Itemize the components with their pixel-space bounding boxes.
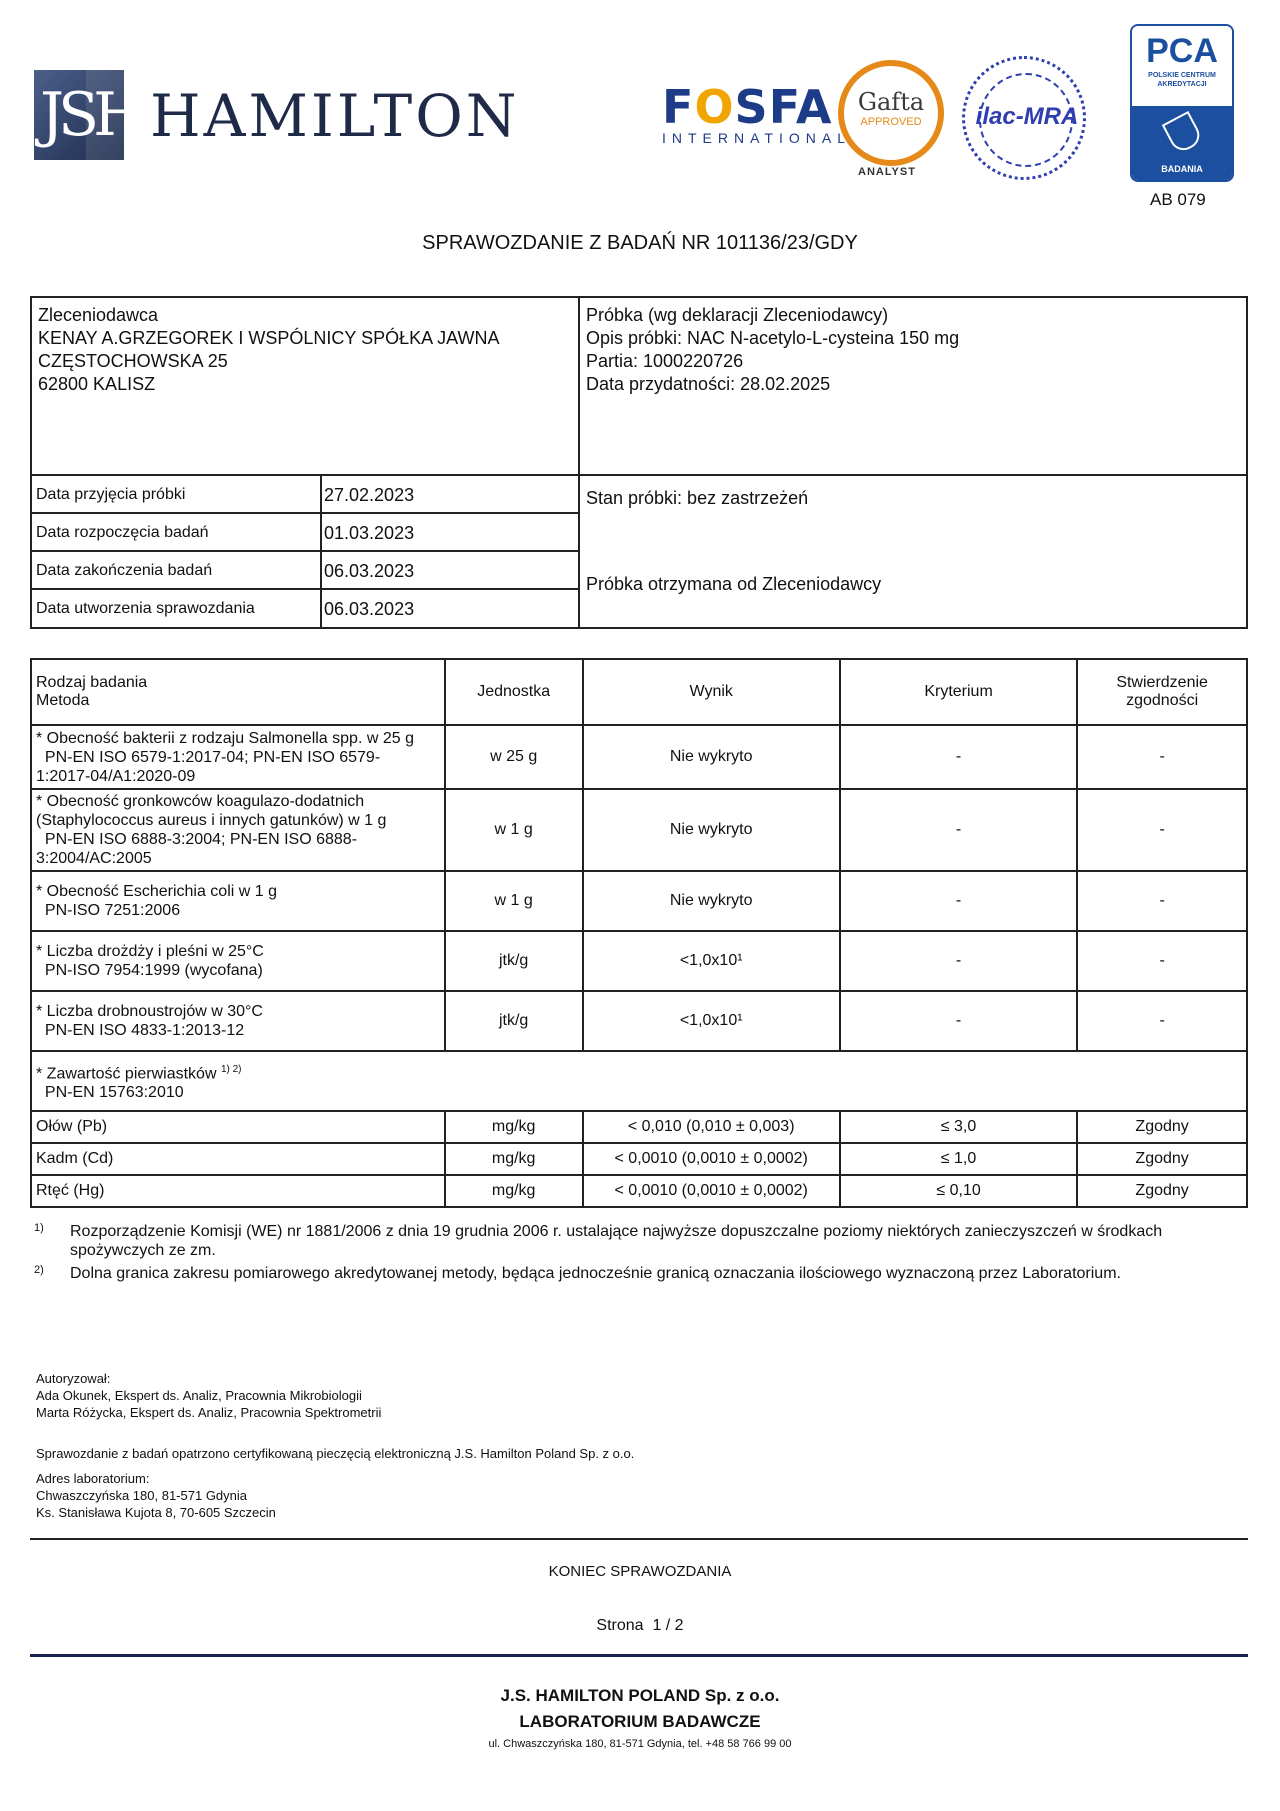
footer-lab: LABORATORIUM BADAWCZE [519, 1712, 761, 1731]
footnote-text: Dolna granica zakresu pomiarowego akredytowanej metody, będąca jednocześnie granicą oznaczania ilościowego wyznaczoną przez Laboratorium. [70, 1265, 1121, 1282]
table-row [31, 1111, 1247, 1143]
brand-name: HAMILTON [150, 82, 520, 150]
elements-group-method: PN-EN 15763:2010 [36, 1084, 184, 1102]
test-conformity: - [1077, 789, 1247, 871]
footnote-number: 1) [34, 1222, 44, 1234]
authorization-person: Ada Okunek, Ekspert ds. Analiz, Pracownia Mikrobiologii [36, 1388, 362, 1403]
report-title: SPRAWOZDANIE Z BADAŃ NR 101136/23/GDY [422, 232, 858, 254]
header-criterion: Kryterium [840, 659, 1077, 725]
test-result: Nie wykryto [583, 789, 840, 871]
element-unit: mg/kg [445, 1143, 583, 1175]
test-name-line: (Staphylococcus aureus i innych gatunków) w 1 g [36, 812, 387, 829]
header-result: Wynik [583, 659, 840, 725]
lab-address-line: Ks. Stanisława Kujota 8, 70-605 Szczecin [36, 1505, 276, 1520]
header-test-line1: Rodzaj badania [36, 674, 148, 691]
date-label: Data przyjęcia próbki [36, 486, 186, 503]
gafta-analyst-text: ANALYST [858, 166, 916, 178]
pca-logo-small-1: POLSKIE CENTRUM [1148, 72, 1216, 79]
date-row [32, 552, 578, 590]
client-street: CZĘSTOCHOWSKA 25 [38, 351, 228, 371]
test-name-line: PN-ISO 7954:1999 (wycofana) [36, 962, 263, 979]
test-name-line: * Obecność Escherichia coli w 1 g [36, 883, 277, 900]
element-criterion: ≤ 0,10 [840, 1175, 1077, 1207]
sample-received-from: Próbka otrzymana od Zleceniodawcy [586, 574, 882, 594]
test-name-line: * Liczba drożdży i pleśni w 25°C [36, 943, 264, 960]
test-result: Nie wykryto [583, 871, 840, 931]
date-label: Data zakończenia badań [36, 562, 213, 579]
jsh-logo-icon: JSH [34, 70, 124, 160]
test-unit: w 1 g [445, 871, 583, 931]
table-row [31, 931, 1247, 991]
test-name-line: * Liczba drobnoustrojów w 30°C [36, 1003, 263, 1020]
elements-group [31, 1051, 1247, 1111]
date-label: Data rozpoczęcia badań [36, 524, 209, 541]
date-label: Data utworzenia sprawozdania [36, 600, 255, 617]
accreditation-number: AB 079 [1150, 190, 1206, 209]
test-result: Nie wykryto [583, 725, 840, 789]
date-value: 01.03.2023 [324, 523, 415, 543]
client-label: Zleceniodawca [38, 305, 159, 325]
test-name-line: * Obecność gronkowców koagulazo-dodatnich [36, 793, 365, 810]
footnote [30, 1222, 1248, 1260]
footnote [30, 1264, 1248, 1283]
test-conformity: - [1077, 725, 1247, 789]
info-box [30, 296, 1248, 629]
element-name: Ołów (Pb) [31, 1111, 445, 1143]
pca-badania-text: BADANIA [1161, 164, 1203, 174]
sample-batch: Partia: 1000220726 [586, 351, 744, 371]
date-value: 27.02.2023 [324, 485, 415, 505]
table-header-row [31, 659, 1247, 725]
footnote-text: Rozporządzenie Komisji (WE) nr 1881/2006 z dnia 19 grudnia 2006 r. ustalające najwyższe dopuszczalne poziomy niektórych zanieczyszczeń w środkach spożywczych ze zm. [70, 1223, 1163, 1259]
test-conformity: - [1077, 931, 1247, 991]
test-criterion: - [840, 931, 1077, 991]
test-name-line: PN-EN ISO 4833-1:2013-12 [36, 1022, 245, 1039]
element-result: < 0,0010 (0,0010 ± 0,0002) [583, 1143, 840, 1175]
gafta-logo [838, 60, 944, 166]
gafta-approved-text: APPROVED [860, 116, 922, 128]
test-name-line: 1:2017-04/A1:2020-09 [36, 767, 196, 785]
element-name: Kadm (Cd) [31, 1143, 445, 1175]
test-name [31, 991, 445, 1051]
test-name-line: * Obecność bakterii z rodzaju Salmonella spp. w 25 g [36, 729, 414, 747]
footnote-number: 2) [34, 1264, 44, 1276]
date-row [32, 476, 578, 514]
pca-logo-text: PCA [1146, 32, 1218, 70]
test-criterion: - [840, 725, 1077, 789]
authorization-person: Marta Różycka, Ekspert ds. Analiz, Pracownia Spektrometrii [36, 1405, 382, 1420]
elements-group-title-line [36, 1060, 1242, 1083]
header-conformity [1077, 659, 1247, 725]
test-result: <1,0x10¹ [583, 991, 840, 1051]
header-conformity-line2: zgodności [1126, 692, 1199, 709]
test-conformity: - [1077, 991, 1247, 1051]
test-name [31, 725, 445, 789]
ilac-mra-text: ilac-MRA [975, 103, 1079, 130]
test-conformity: - [1077, 871, 1247, 931]
test-name-line: 3:2004/AC:2005 [36, 850, 152, 867]
table-row [31, 1143, 1247, 1175]
lab-address-label: Adres laboratorium: [36, 1471, 150, 1486]
pca-logo-small-2: AKREDYTACJI [1157, 81, 1207, 88]
test-name-line: PN-ISO 7251:2006 [36, 902, 181, 919]
footer-company: J.S. HAMILTON POLAND Sp. z o.o. [500, 1686, 780, 1705]
header-test-line2: Metoda [36, 692, 90, 709]
test-unit: w 25 g [445, 725, 583, 789]
element-result: < 0,0010 (0,0010 ± 0,0002) [583, 1175, 840, 1207]
header-test [31, 659, 445, 725]
lab-address-block [36, 1470, 276, 1521]
test-name [31, 789, 445, 871]
header-unit: Jednostka [445, 659, 583, 725]
element-name: Rtęć (Hg) [31, 1175, 445, 1207]
test-unit: jtk/g [445, 991, 583, 1051]
header-conformity-line1: Stwierdzenie [1116, 674, 1208, 691]
sample-label: Próbka (wg deklaracji Zleceniodawcy) [586, 305, 889, 325]
dates-table [32, 476, 578, 628]
sample-condition: Stan próbki: bez zastrzeżeń [586, 488, 809, 508]
ilac-mra-logo [962, 56, 1086, 180]
table-group-row [31, 1051, 1247, 1111]
element-result: < 0,010 (0,010 ± 0,003) [583, 1111, 840, 1143]
client-name: KENAY A.GRZEGOREK I WSPÓLNICY SPÓŁKA JAWNA [38, 328, 500, 348]
client-city: 62800 KALISZ [38, 374, 156, 394]
sample-expiry: Data przydatności: 28.02.2025 [586, 374, 831, 394]
divider [30, 1538, 1248, 1540]
date-row [32, 514, 578, 552]
table-row [31, 871, 1247, 931]
test-name [31, 871, 445, 931]
test-unit: jtk/g [445, 931, 583, 991]
footer-address: ul. Chwaszczyńska 180, 81-571 Gdynia, tel. +48 58 766 99 00 [488, 1738, 792, 1750]
table-row [31, 1175, 1247, 1207]
test-criterion: - [840, 789, 1077, 871]
gafta-logo-text: Gafta [857, 88, 925, 116]
element-unit: mg/kg [445, 1175, 583, 1207]
test-name-line: PN-EN ISO 6888-3:2004; PN-EN ISO 6888- [36, 831, 358, 848]
elements-group-sup: 1) 2) [220, 1063, 242, 1075]
test-result: <1,0x10¹ [583, 931, 840, 991]
seal-note: Sprawozdanie z badań opatrzono certyfikowaną pieczęcią elektroniczną J.S. Hamilton Poland Sp. z o.o. [36, 1446, 635, 1461]
authorization-block [36, 1370, 381, 1421]
element-conformity: Zgodny [1077, 1175, 1247, 1207]
end-of-report: KONIEC SPRAWOZDANIA [548, 1563, 732, 1580]
test-criterion: - [840, 871, 1077, 931]
test-unit: w 1 g [445, 789, 583, 871]
fosfa-logo-subtitle: INTERNATIONAL [662, 130, 851, 146]
fosfa-logo: FOSFA [662, 80, 833, 134]
element-unit: mg/kg [445, 1111, 583, 1143]
test-criterion: - [840, 991, 1077, 1051]
elements-group-title: * Zawartość pierwiastków [36, 1065, 217, 1083]
authorization-label: Autoryzował: [36, 1371, 111, 1386]
element-conformity: Zgodny [1077, 1111, 1247, 1143]
footer-divider [30, 1654, 1248, 1657]
element-criterion: ≤ 3,0 [840, 1111, 1077, 1143]
date-row [32, 590, 578, 628]
flask-icon [1162, 111, 1204, 155]
client-block [38, 304, 499, 396]
pca-logo [1130, 24, 1234, 182]
table-row [31, 991, 1247, 1051]
date-value: 06.03.2023 [324, 561, 415, 581]
lab-address-line: Chwaszczyńska 180, 81-571 Gdynia [36, 1488, 248, 1503]
test-name [31, 931, 445, 991]
element-conformity: Zgodny [1077, 1143, 1247, 1175]
footnotes [30, 1222, 1248, 1287]
results-table [30, 658, 1248, 1208]
sample-description: Opis próbki: NAC N-acetylo-L-cysteina 150 mg [586, 328, 960, 348]
test-name-line: PN-EN ISO 6579-1:2017-04; PN-EN ISO 6579- [36, 748, 381, 766]
date-value: 06.03.2023 [324, 599, 415, 619]
sample-block [586, 304, 959, 396]
table-row [31, 725, 1247, 789]
table-row [31, 789, 1247, 871]
element-criterion: ≤ 1,0 [840, 1143, 1077, 1175]
page-number: Strona 1 / 2 [596, 1617, 684, 1634]
